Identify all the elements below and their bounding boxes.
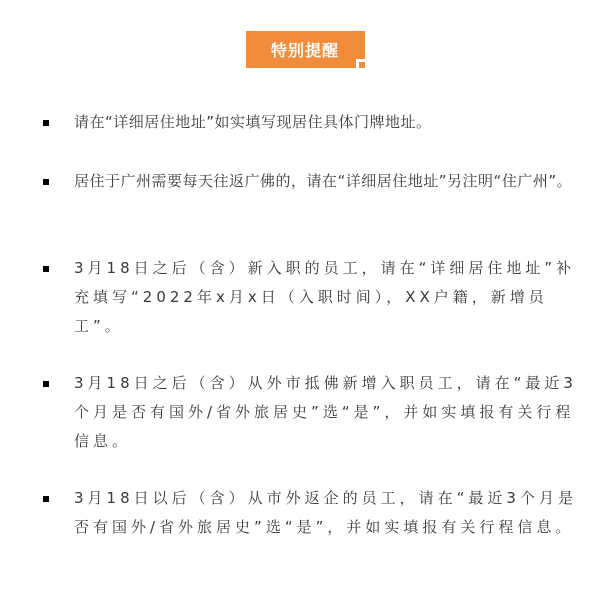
bullet-icon [43, 179, 49, 185]
notice-text: 3月18日之后（含）新入职的员工，请在“详细居住地址”补充填写“2022年x月x日（入职时间），XX户籍，新增员工”。 [74, 259, 576, 335]
notice-text: 3月18日之后（含）从外市抵佛新增入职员工，请在“最近3个月是否有国外/省外旅居史”选“是”，并如实填报有关行程信息。 [74, 374, 577, 450]
bullet-icon [43, 120, 49, 126]
notice-text: 居住于广州需要每天往返广佛的，请在“详细居住地址”另注明“住广州”。 [74, 172, 573, 190]
section-title: 特别提醒 [270, 41, 339, 60]
notice-text: 请在“详细居住地址”如实填写现居住具体门牌地址。 [74, 113, 432, 131]
bullet-icon [43, 266, 49, 272]
bullet-icon [43, 496, 49, 502]
bullet-icon [43, 381, 49, 387]
notice-text: 3月18日以后（含）从市外返企的员工，请在“最近3个月是否有国外/省外旅居史”选“是”，并如实填报有关行程信息。 [74, 489, 577, 536]
